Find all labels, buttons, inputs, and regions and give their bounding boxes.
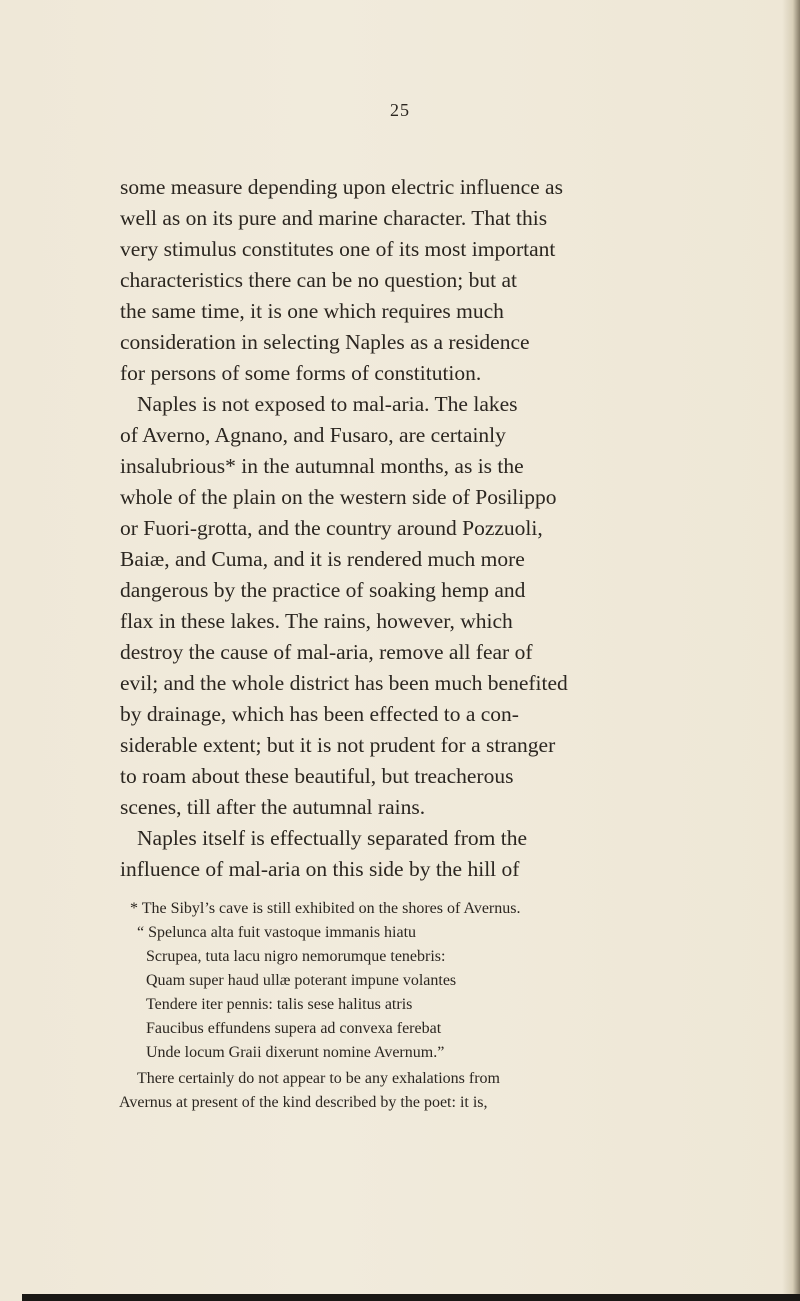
footnote-line: Tendere iter pennis: talis sese halitus atris [146, 996, 413, 1013]
footnote-line: There certainly do not appear to be any exhalations from [137, 1070, 500, 1087]
body-line: Naples is not exposed to mal-aria. The lakes [137, 392, 518, 416]
body-line: evil; and the whole district has been much benefited [120, 671, 568, 695]
footnote-line: Unde locum Graii dixerunt nomine Avernum.” [146, 1044, 445, 1061]
body-line: very stimulus constitutes one of its most important [120, 237, 556, 261]
bottom-edge-bar [22, 1294, 800, 1301]
body-line: some measure depending upon electric influence as [120, 175, 563, 199]
body-line: siderable extent; but it is not prudent for a stranger [120, 733, 556, 757]
footnote-line: Faucibus effundens supera ad convexa ferebat [146, 1020, 442, 1037]
footnote-line: “ Spelunca alta fuit vastoque immanis hiatu [137, 924, 417, 941]
footnote-line: Quam super haud ullæ poterant impune volantes [146, 972, 457, 989]
body-line: dangerous by the practice of soaking hemp and [120, 578, 526, 602]
page-edge-shadow [782, 0, 800, 1301]
body-line: Baiæ, and Cuma, and it is rendered much more [120, 547, 525, 571]
body-line: to roam about these beautiful, but treacherous [120, 764, 514, 788]
body-line: or Fuori-grotta, and the country around Pozzuoli, [120, 516, 543, 540]
body-line: Naples itself is effectually separated from the [137, 826, 528, 850]
footnote-line: Avernus at present of the kind described by the poet: it is, [119, 1094, 488, 1111]
body-line: the same time, it is one which requires much [120, 299, 504, 323]
body-line: consideration in selecting Naples as a residence [120, 330, 530, 354]
body-line: flax in these lakes. The rains, however, which [120, 609, 513, 633]
footnote-line: Scrupea, tuta lacu nigro nemorumque tenebris: [146, 948, 446, 965]
body-line: well as on its pure and marine character. That this [120, 206, 548, 230]
page-number: 25 [390, 100, 410, 120]
body-line: of Averno, Agnano, and Fusaro, are certainly [120, 423, 506, 447]
body-line: influence of mal-aria on this side by the hill of [120, 857, 520, 881]
body-line: for persons of some forms of constitution. [120, 361, 482, 385]
body-line: destroy the cause of mal-aria, remove all fear of [120, 640, 533, 664]
body-line: insalubrious* in the autumnal months, as is the [120, 454, 524, 478]
body-line: whole of the plain on the western side of Posilippo [120, 485, 557, 509]
body-line: by drainage, which has been effected to a con- [120, 702, 519, 726]
footnote-line: * The Sibyl’s cave is still exhibited on the shores of Avernus. [130, 900, 521, 917]
body-line: characteristics there can be no question; but at [120, 268, 517, 292]
body-line: scenes, till after the autumnal rains. [120, 795, 426, 819]
